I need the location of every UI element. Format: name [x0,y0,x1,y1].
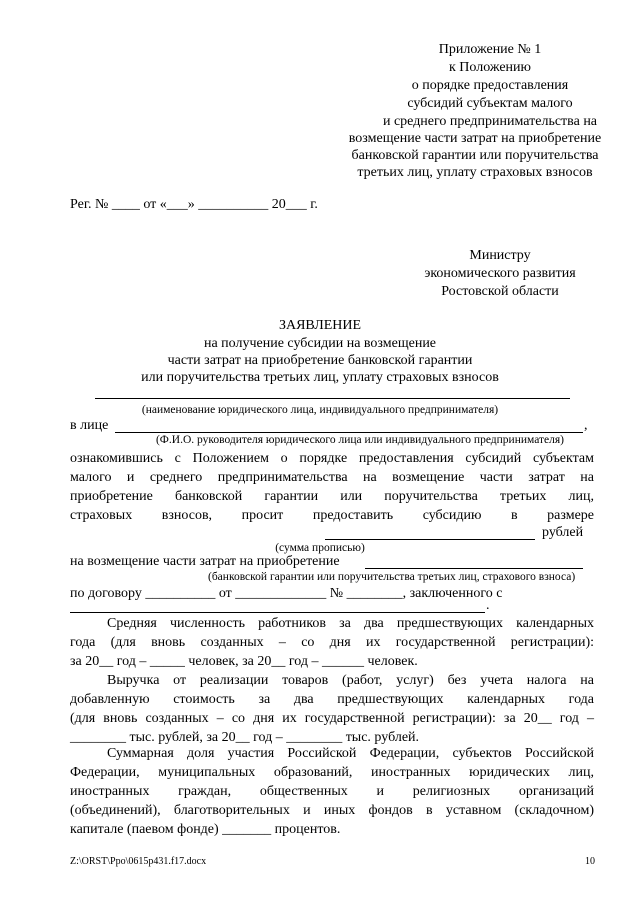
in-person-comma: , [584,418,588,433]
appendix-line: Приложение № 1 [438,42,542,57]
head-name-caption: (Ф.И.О. руководителя юридического лица или индивидуального предпринимателя) [155,434,565,446]
in-person-label: в лице [70,418,109,433]
share-line: Федерации, муниципальных образований, иностранных юридических лиц, [70,765,594,780]
registration-line: Рег. № ____ от «___» __________ 20___ г. [70,197,318,212]
para1-line: ознакомившись с Положением о порядке предоставления субсидий субъектам [70,451,594,466]
addressee-line: экономического развития [424,266,576,281]
compensation-field[interactable] [365,568,583,569]
contract-line: по договору __________ от _____________ № ________, заключенного с [70,586,503,601]
contract-end: . [486,598,490,613]
appendix-line: третьих лиц, уплату страховых взносов [357,165,593,180]
para1-line: приобретение банковской гарантии или поручительства третьих лиц, [70,489,594,504]
guarantee-caption: (банковской гарантии или поручительства третьих лиц, страхового взноса) [208,571,576,583]
appendix-line: и среднего предпринимательства на [382,114,598,129]
para1-line: малого и среднего предпринимательства на возмещение части затрат на [70,470,594,485]
entity-name-field[interactable] [95,398,570,399]
revenue-line: ________ тыс. рублей, за 20__ год – ________ тыс. рублей. [70,730,420,745]
document-subtitle: или поручительства третьих лиц, уплату страховых взносов [141,370,499,385]
addressee-line: Министру [469,248,531,263]
contract-party-field[interactable] [70,612,485,613]
share-line: (объединений), благотворительных и иных фондов в уставном (складочном) [70,803,594,818]
entity-name-caption: (наименование юридического лица, индивидуального предпринимателя) [141,404,499,416]
amount-field[interactable] [325,539,535,540]
revenue-line: Выручка от реализации товаров (работ, услуг) без учета налога на [107,673,594,688]
revenue-line: добавленную стоимость за два предшествующих календарных года [70,692,594,707]
employees-line: за 20__ год – _____ человек, за 20__ год – ______ человек. [70,654,418,669]
para1-line: страховых взносов, просит предоставить субсидию в размере [70,508,594,523]
revenue-line: (для вновь созданных – со дня их государственной регистрации): за 20__ год – [70,711,594,726]
footer-path: Z:\ORST\Ppo\0615p431.f17.docx [70,856,207,867]
appendix-line: возмещение части затрат на приобретение [348,131,602,146]
compensation-label: на возмещение части затрат на приобретение [70,554,340,569]
document-subtitle: части затрат на приобретение банковской гарантии [167,353,473,368]
employees-line: Средняя численность работников за два предшествующих календарных [107,616,594,631]
document-title: ЗАЯВЛЕНИЕ [278,318,362,333]
appendix-line: банковской гарантии или поручительства [351,148,599,163]
amount-caption: (сумма прописью) [275,542,365,554]
addressee-line: Ростовской области [441,284,559,299]
appendix-line: о порядке предоставления [411,78,569,93]
employees-line: года (для вновь созданных – со дня их государственной регистрации): [70,635,594,650]
document-subtitle: на получение субсидии на возмещение [203,336,437,351]
amount-unit: рублей [542,525,584,540]
share-line: капитале (паевом фонде) _______ процентов. [70,822,341,837]
share-line: Суммарная доля участия Российской Федерации, субъектов Российской [107,746,594,761]
head-name-field[interactable] [115,432,583,433]
page-number: 10 [585,856,595,867]
appendix-line: к Положению [448,60,531,75]
share-line: иностранных граждан, общественных и религиозных организаций [70,784,594,799]
appendix-line: субсидий субъектам малого [407,96,573,111]
